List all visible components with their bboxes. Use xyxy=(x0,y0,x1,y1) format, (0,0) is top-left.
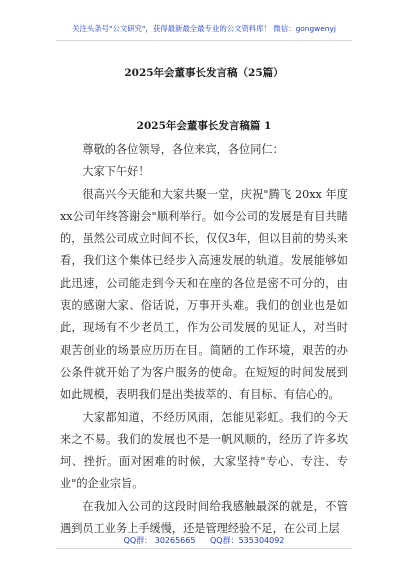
footer-contacts xyxy=(0,535,408,546)
document-title: 2025年会董事长发言稿（25篇） xyxy=(124,67,284,79)
footer-qq-group-2: QQ群：535304092 xyxy=(210,536,285,545)
body-paragraph: 很高兴今天能和大家共聚一堂，庆祝"腾飞 20xx 年度xx公司年终答谢会"顺利举行。如今公司的发展是有目共睹的，虽然公司成立时间不长，仅仅3年，但以目前的势头来看，我们这个集体已经步入高速发展的轨道。发展能够如此迅速，公司能走到今天和在座的各位是密不可分的，由衷的感谢大家、俗话说，万事开头难。我们的创业也是如此，现场有不少老员工，作为公司发展的见证人，对当时艰苦创业的场景应历历在目。简陋的工作环境，艰苦的办公条件就开始了为客户服务的使命。在短短的时间发展到如此规模，表明我们是出类拔萃的、有目标、有信心的。 xyxy=(60,187,348,402)
header-divider xyxy=(56,40,352,41)
footer-divider xyxy=(56,548,352,549)
document-body xyxy=(60,139,348,540)
greeting-paragraph: 大家下午好！ xyxy=(82,165,150,179)
salutation-paragraph: 尊敬的各位领导，各位来宾，各位同仁： xyxy=(82,143,284,156)
footer-qq-group-1: QQ群： 30265665 xyxy=(123,536,196,545)
body-paragraph: 大家都知道，不经历风雨，怎能见彩虹。我们的今天来之不易。我们的发展也不是一帆风顺的，经历了许多坎坷、挫折。面对困难的时候，大家坚持"专心、专注、专业"的企业宗旨。 xyxy=(60,410,348,491)
body-paragraph: 在我加入公司的这段时间给我感触最深的就是，不管遇到员工业务上手缓慢，还是管理经验不足，在公司上层 xyxy=(60,499,348,536)
header-promo-note: 关注头条号"公文研究"，获得最新最全最专业的公文资料库！ 微信：gongwenyj xyxy=(72,24,336,33)
section-title: 2025年会董事长发言稿篇 1 xyxy=(136,120,272,132)
